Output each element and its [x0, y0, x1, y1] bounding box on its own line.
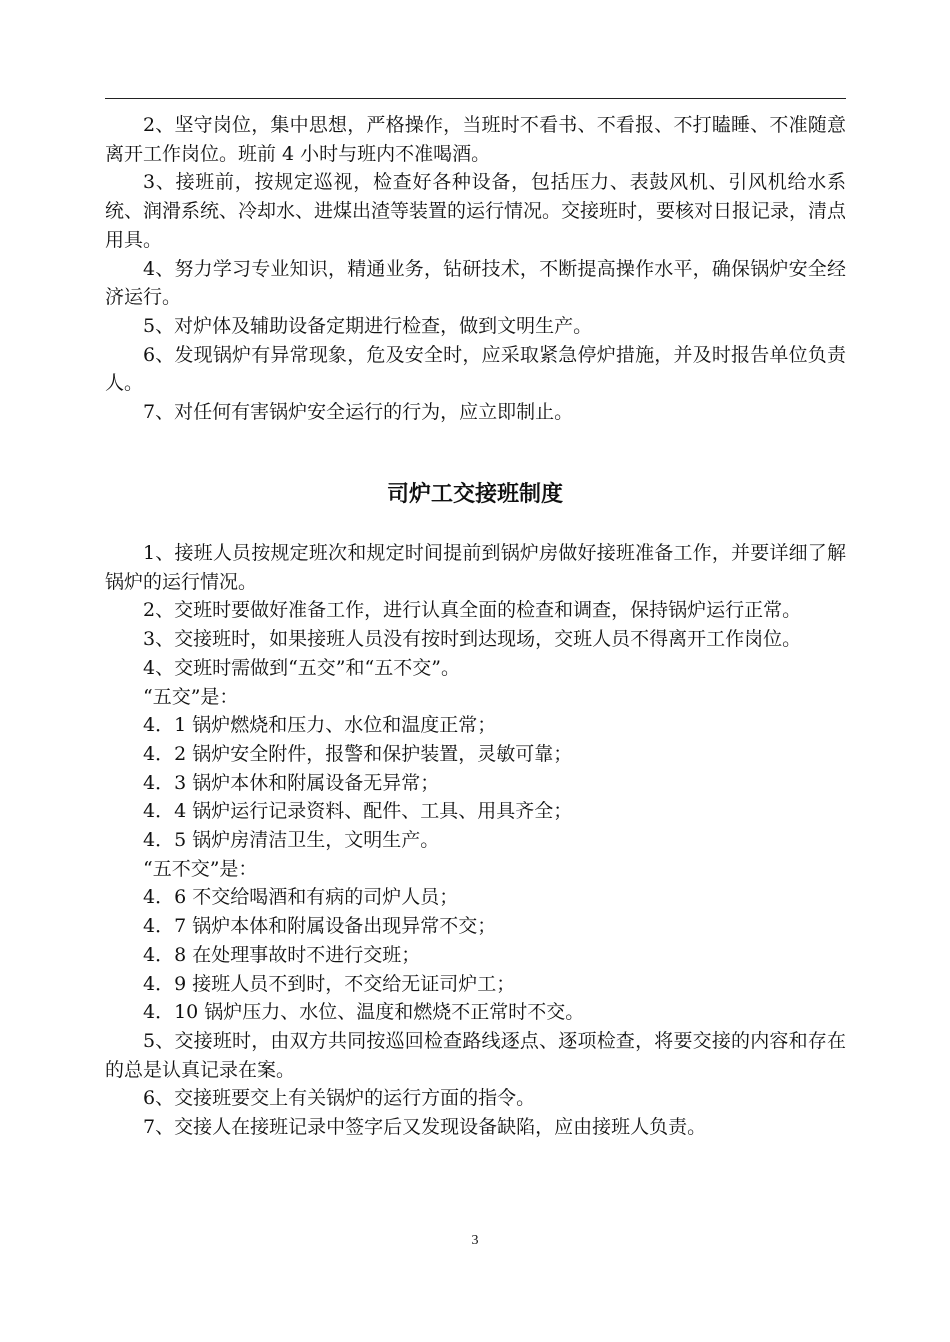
handover-item: 2、交班时要做好准备工作，进行认真全面的检查和调查，保持锅炉运行正常。: [143, 599, 802, 622]
rule-item: 6、发现锅炉有异常现象，危及安全时，应采取紧急停炉措施，并及时报告单位负责人。: [105, 343, 846, 395]
handover-item: 3、交接班时，如果接班人员没有按时到达现场，交班人员不得离开工作岗位。: [143, 628, 802, 651]
shift-handover-section: [105, 539, 846, 1142]
rule-item: 5、对炉体及辅助设备定期进行检查，做到文明生产。: [143, 314, 593, 337]
rule-item: 3、接班前，按规定巡视，检查好各种设备，包括压力、表鼓风机、引风机给水系统、润滑系统、冷却水、进煤出渣等装置的运行情况。交接班时，要核对日报记录，清点用具。: [105, 171, 847, 251]
wubujiao-item: 4．6 不交给喝酒和有病的司炉人员；: [143, 886, 459, 909]
wujiao-item: 4．4 锅炉运行记录资料、配件、工具、用具齐全；: [143, 800, 573, 823]
duty-rules-section: [105, 111, 846, 427]
wujiao-item: 4．1 锅炉燃烧和压力、水位和温度正常；: [143, 714, 497, 737]
wujiao-item: 4．5 锅炉房清洁卫生，文明生产。: [143, 829, 440, 852]
wubujiao-heading: “五不交”是：: [143, 857, 258, 880]
handover-item: 4、交班时需做到“五交”和“五不交”。: [143, 656, 460, 679]
handover-item: 6、交接班要交上有关锅炉的运行方面的指令。: [143, 1087, 536, 1110]
page-number: 3: [471, 1233, 479, 1248]
wujiao-heading: “五交”是：: [143, 685, 239, 708]
rule-item: 2、坚守岗位，集中思想，严格操作，当班时不看书、不看报、不打瞌睡、不准随意离开工作岗位。班前 4 小时与班内不准喝酒。: [105, 114, 846, 165]
wujiao-item: 4．2 锅炉安全附件，报警和保护装置，灵敏可靠；: [143, 742, 573, 765]
handover-item: 7、交接人在接班记录中签字后又发现设备缺陷，应由接班人负责。: [143, 1116, 707, 1139]
wubujiao-item: 4．10 锅炉压力、水位、温度和燃烧不正常时不交。: [143, 1001, 585, 1024]
handover-item: 1、接班人员按规定班次和规定时间提前到锅炉房做好接班准备工作，并要详细了解锅炉的运行情况。: [105, 542, 846, 593]
header-rule: [105, 98, 846, 99]
wujiao-item: 4．3 锅炉本休和附属设备无异常；: [143, 771, 440, 794]
wubujiao-item: 4．7 锅炉本体和附属设备出现异常不交；: [143, 915, 497, 938]
wubujiao-item: 4．9 接班人员不到时，不交给无证司炉工；: [143, 972, 516, 995]
rule-item: 7、对任何有害锅炉安全运行的行为，应立即制止。: [143, 401, 574, 424]
handover-item: 5、交接班时，由双方共同按巡回检查路线逐点、逐项检查，将要交接的内容和存在的总是认真记录在案。: [105, 1029, 846, 1081]
wubujiao-item: 4．8 在处理事故时不进行交班；: [143, 943, 421, 966]
section-title: 司炉工交接班制度: [386, 482, 563, 507]
rule-item: 4、努力学习专业知识，精通业务，钻研技术，不断提高操作水平，确保锅炉安全经济运行。: [105, 257, 846, 309]
